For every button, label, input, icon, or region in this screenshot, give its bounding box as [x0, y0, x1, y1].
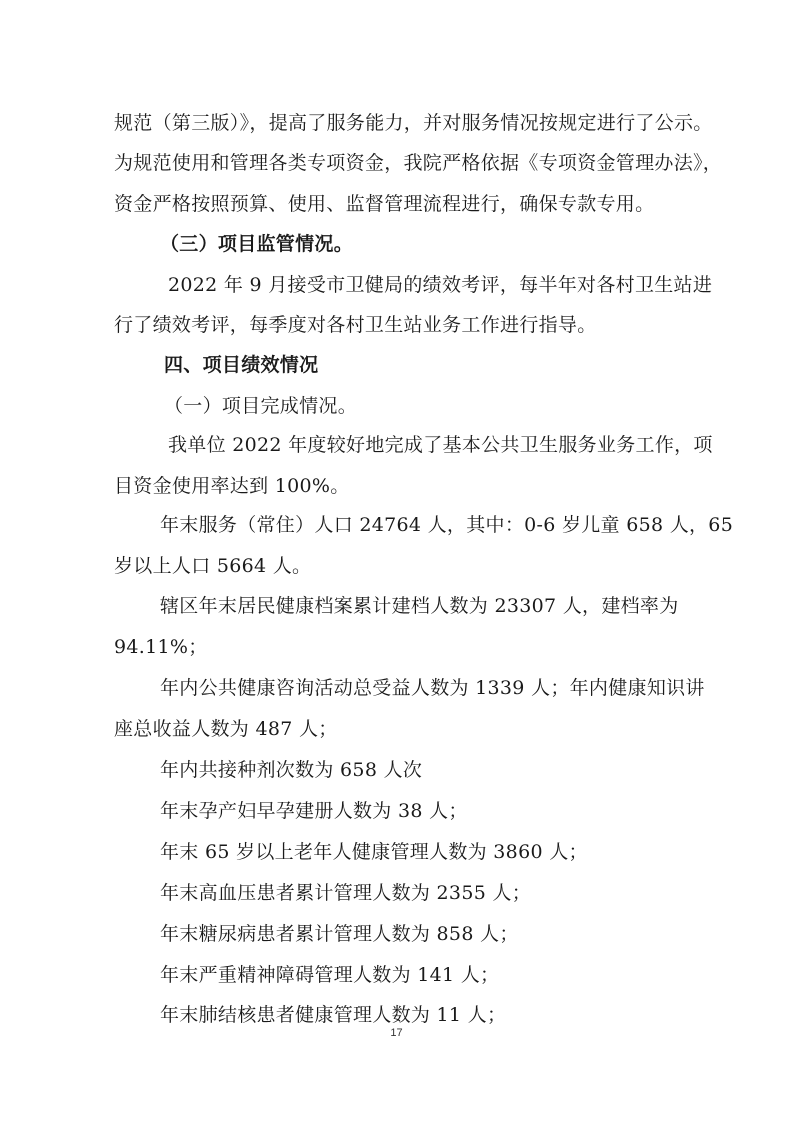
page-number: 17	[390, 1027, 403, 1039]
text-line: 目资金使用率达到 100%。	[114, 475, 350, 497]
text-line: 年末服务（常住）人口 24764 人，其中：0-6 岁儿童 658 人，65	[160, 514, 734, 536]
text-line: 我单位 2022 年度较好地完成了基本公共卫生服务业务工作，项	[168, 434, 713, 456]
text-line: 岁以上人口 5664 人。	[114, 555, 312, 577]
text-line: 为规范使用和管理各类专项资金，我院严格依据《专项资金管理办法》，	[114, 152, 723, 174]
text-line: 年末严重精神障碍管理人数为 141 人；	[160, 964, 500, 986]
subsection-heading-completion: （一）项目完成情况。	[164, 395, 358, 417]
text-line: 年内共接种剂次数为 658 人次	[160, 759, 423, 781]
text-line: 2022 年 9 月接受市卫健局的绩效考评，每半年对各村卫生站进	[168, 274, 713, 296]
text-line: 年末肺结核患者健康管理人数为 11 人；	[160, 1004, 507, 1026]
section-heading-performance: 四、项目绩效情况	[164, 354, 319, 376]
text-line: 年末糖尿病患者累计管理人数为 858 人；	[160, 923, 519, 945]
text-line: 94.11%；	[114, 636, 208, 658]
section-heading-project-supervision: （三）项目监管情况。	[160, 233, 354, 255]
text-line: 资金严格按照预算、使用、监督管理流程进行，确保专款专用。	[114, 193, 655, 215]
text-line: 年内公共健康咨询活动总受益人数为 1339 人；年内健康知识讲	[160, 677, 705, 699]
text-line: 行了绩效考评，每季度对各村卫生站业务工作进行指导。	[114, 314, 597, 336]
text-line: 年末高血压患者累计管理人数为 2355 人；	[160, 882, 532, 904]
text-line: 年末 65 岁以上老年人健康管理人数为 3860 人；	[160, 841, 588, 863]
text-line: 规范（第三版）》，提高了服务能力，并对服务情况按规定进行了公示。	[114, 112, 713, 134]
text-line: 座总收益人数为 487 人；	[114, 718, 338, 740]
text-line: 辖区年末居民健康档案累计建档人数为 23307 人，建档率为	[160, 595, 679, 617]
text-line: 年末孕产妇早孕建册人数为 38 人；	[160, 800, 468, 822]
